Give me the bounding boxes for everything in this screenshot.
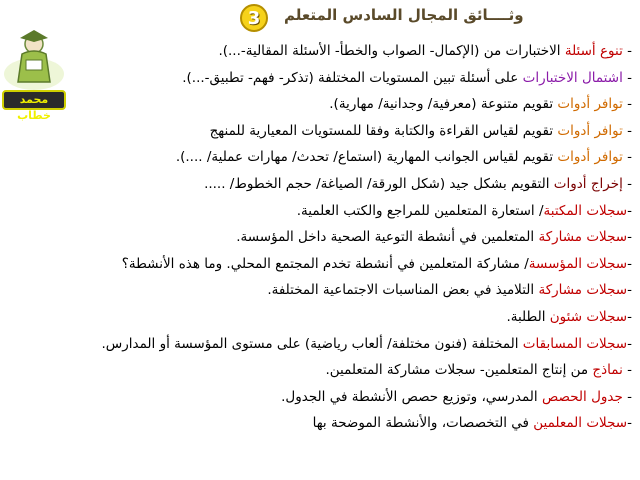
list-item: -سجلات المسابقات المختلفة (فنون مختلفة/ ألعاب رياضية) على مستوى المؤسسة أو المدارس. xyxy=(101,335,632,352)
document-list xyxy=(72,38,632,437)
document-header xyxy=(240,4,540,32)
list-item: -سجلات مشاركة المتعلمين في أنشطة التوعية الصحية داخل المؤسسة. xyxy=(236,229,632,246)
list-item: - توافر أدوات تقويم لقياس القراءة والكتابة وفقا للمستويات المعيارية للمنهج xyxy=(209,122,632,139)
list-item: -سجلات شئون الطلبة. xyxy=(506,308,632,325)
author-logo xyxy=(0,24,68,122)
list-item: - توافر أدوات تقويم متنوعة (معرفية/ وجدانية/ مهارية). xyxy=(329,96,632,113)
page-title: وثــــائق المجال السادس المتعلم xyxy=(284,6,524,24)
list-item: - توافر أدوات تقويم لقياس الجوانب المهارية (استماع/ تحدث/ مهارات عملية/ ....). xyxy=(175,149,632,166)
list-item: - تنوع أسئلة الاختبارات من (الإكمال- الصواب والخطأ- الأسئلة المقالية-...). xyxy=(218,43,632,59)
list-item: -سجلات المكتبة/ استعارة المتعلمين للمراجع والكتب العلمية. xyxy=(296,202,632,219)
list-item: -سجلات مشاركة التلاميذ في بعض المناسبات الاجتماعية المختلفة. xyxy=(267,282,632,299)
author-name-label: محمد خطاب xyxy=(2,90,66,110)
list-item: - جدول الحصص المدرسي، وتوزيع حصص الأنشطة في الجدول. xyxy=(281,388,632,405)
list-item: - نماذج من إنتاج المتعلمين- سجلات مشاركة المتعلمين. xyxy=(325,362,632,379)
section-number-badge: 3 xyxy=(240,4,268,32)
list-item: - إخراج أدوات التقويم بشكل جيد (شكل الورقة/ الصياغة/ حجم الخطوط/ ..... xyxy=(204,175,632,192)
scholar-figure-icon xyxy=(0,24,68,94)
list-item: -سجلات المعلمين في التخصصات، والأنشطة الموضحة بها xyxy=(312,415,632,432)
list-item: -سجلات المؤسسة/ مشاركة المتعلمين في أنشطة تخدم المجتمع المحلي. وما هذه الأنشطة؟ xyxy=(121,255,632,272)
list-item: - اشتمال الاختبارات على أسئلة تبين المستويات المختلفة (تذكر- فهم- تطبيق-...). xyxy=(182,69,632,86)
